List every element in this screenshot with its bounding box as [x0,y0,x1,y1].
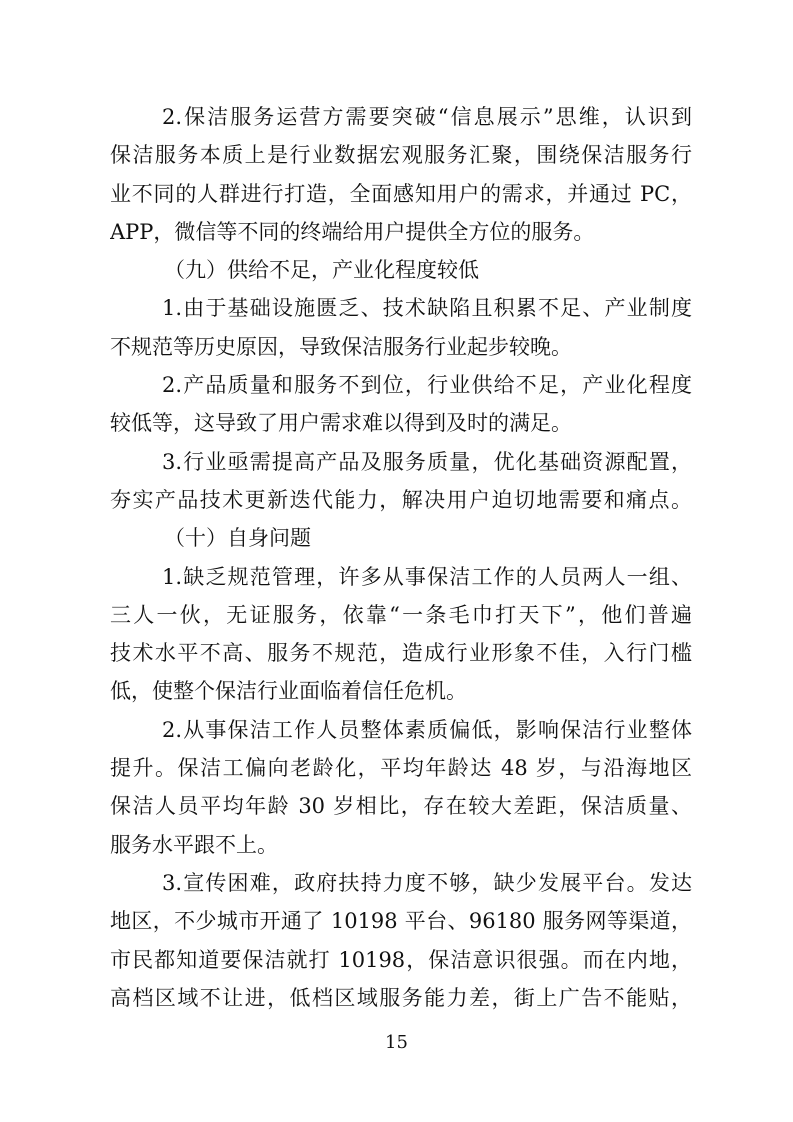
paragraph-line: 技术水平不高、服务不规范，造成行业形象不佳，入行门槛 [110,641,692,666]
paragraph-line: 低，使整个保洁行业面临着信任危机。 [110,679,467,704]
paragraph-line: 三人一伙，无证服务，依靠“一条毛巾打天下”，他们普遍 [110,602,692,627]
paragraph-line: 2.保洁服务运营方需要突破“信息展示”思维，认识到 [162,105,692,129]
paragraph-line: 业不同的人群进行打造，全面感知用户的需求，并通过 PC， [110,181,692,206]
paragraph-line: 1.缺乏规范管理，许多从事保洁工作的人员两人一组、 [162,564,692,589]
paragraph-line: 夯实产品技术更新迭代能力，解决用户迫切地需要和痛点。 [110,487,692,512]
paragraph-line: 高档区域不让进，低档区域服务能力差，街上广告不能贴， [110,985,692,1010]
document-body [110,98,692,1017]
paragraph-line: 3.宣传困难，政府扶持力度不够，缺少发展平台。发达 [162,870,692,895]
paragraph-line: 1.由于基础设施匮乏、技术缺陷且积累不足、产业制度 [162,296,692,321]
paragraph-line: 较低等，这导致了用户需求难以得到及时的满足。 [110,411,572,436]
section-heading-own-problems: （十）自身问题 [164,526,311,551]
paragraph-line: 2.产品质量和服务不到位，行业供给不足，产业化程度 [162,373,692,398]
page-number: 15 [385,1032,408,1053]
paragraph-line: 2.从事保洁工作人员整体素质偏低，影响保洁行业整体 [162,717,692,742]
paragraph-line: 3.行业亟需提高产品及服务质量，优化基础资源配置， [162,449,692,474]
paragraph-line: 市民都知道要保洁就打 10198，保洁意识很强。而在内地， [110,947,692,972]
paragraph-line: 提升。保洁工偏向老龄化，平均年龄达 48 岁，与沿海地区 [110,756,692,781]
paragraph-line: 服务水平跟不上。 [110,832,278,857]
paragraph-line: APP，微信等不同的终端给用户提供全方位的服务。 [110,219,595,244]
section-heading-supply: （九）供给不足，产业化程度较低 [164,258,479,283]
paragraph-line: 不规范等历史原因，导致保洁服务行业起步较晚。 [110,334,572,359]
paragraph-line: 地区，不少城市开通了 10198 平台、96180 服务网等渠道， [110,909,692,934]
paragraph-line: 保洁服务本质上是行业数据宏观服务汇聚，围绕保洁服务行 [110,143,692,168]
paragraph-line: 保洁人员平均年龄 30 岁相比，存在较大差距，保洁质量、 [110,794,692,819]
